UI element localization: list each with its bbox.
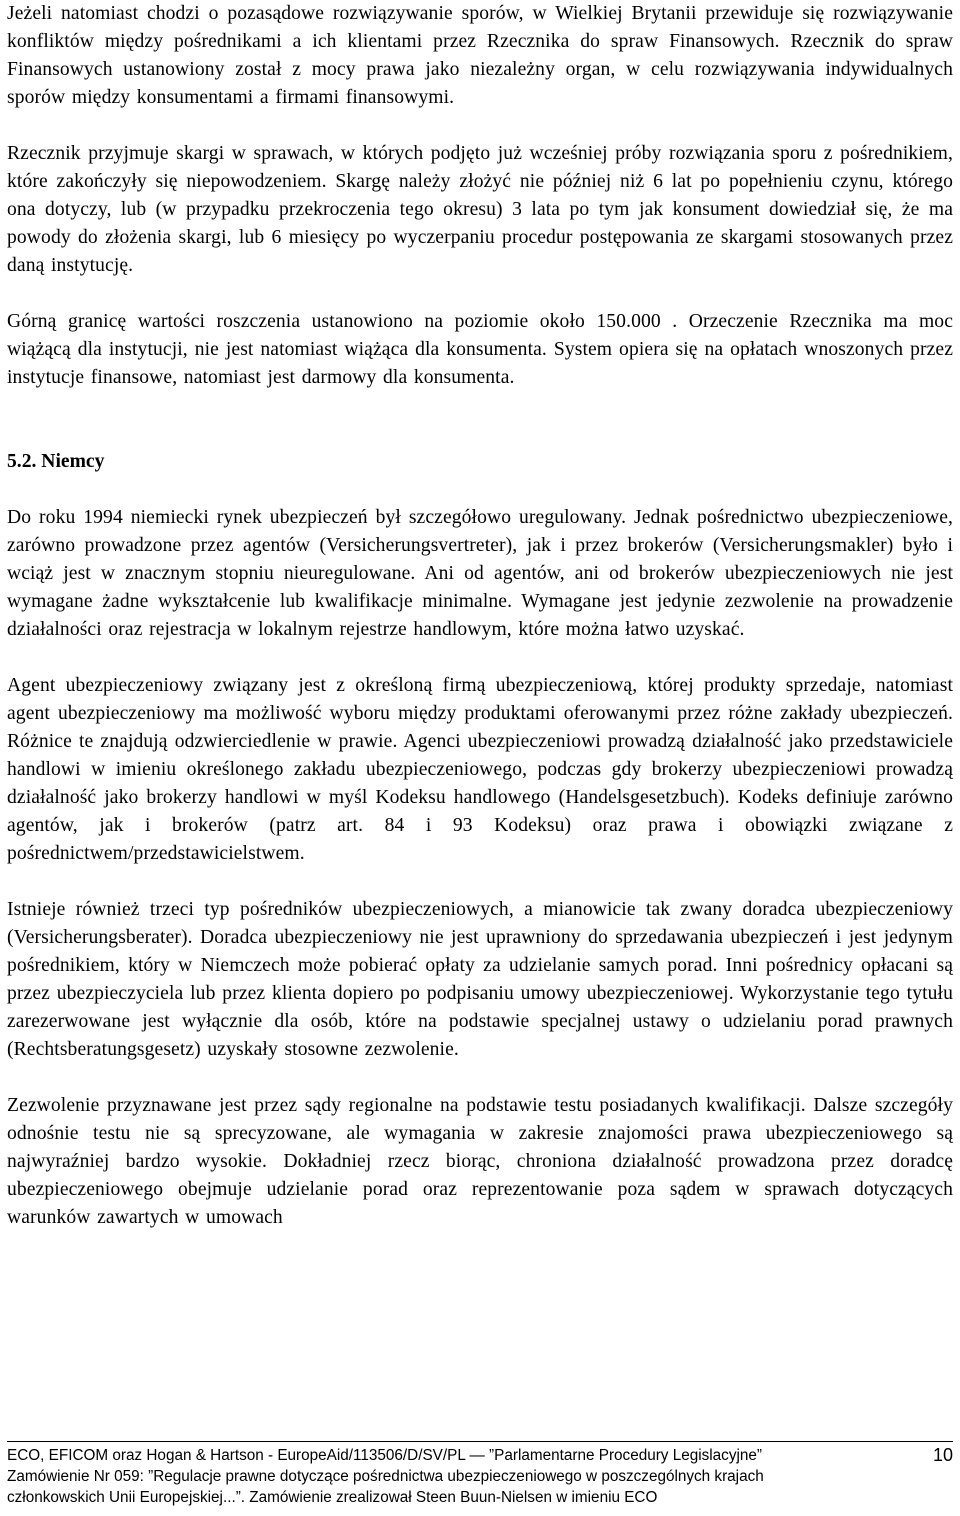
paragraph-german-market: Do roku 1994 niemiecki rynek ubezpieczeń był szczegółowo uregulowany. Jednak pośrednictwo ubezpieczeniowe, zarówno prowadzone przez agentów (Versicherungsvertreter), jak i przez brokerów (Versicherungsmakler) było i wciąż jest w znacznym stopniu nieuregulowane. Ani od agentów, ani od brokerów ubezpieczeniowych nie jest wymagane żadne wykształcenie lub kwalifikacje minimalne. Wymagane jest jedynie zezwolenie na prowadzenie działalności oraz rejestracja w lokalnym rejestrze handlowym, które można łatwo uzyskać. <box>7 507 953 640</box>
footer-divider <box>7 1441 953 1442</box>
paragraph-uk-ombudsman: Jeżeli natomiast chodzi o pozasądowe rozwiązywanie sporów, w Wielkiej Brytanii przewiduje się rozwiązywanie konfliktów między pośrednikami a ich klientami przez Rzecznika do spraw Finansowych. Rzecznik do spraw Finansowych ustanowiony został z mocy prawa jako niezależny organ, w celu rozwiązywania indywidualnych sporów między konsumentami a firmami finansowymi. <box>7 3 953 108</box>
footer-line-1: ECO, EFICOM oraz Hogan & Hartson - EuropeAid/113506/D/SV/PL — ”Parlamentarne Procedury Legislacyjne” <box>7 1447 762 1464</box>
page-number: 10 <box>932 1445 953 1465</box>
paragraph-permit: Zezwolenie przyznawane jest przez sądy regionalne na podstawie testu posiadanych kwalifikacji. Dalsze szczegóły odnośnie testu nie są sprecyzowane, ale wymagania w zakresie znajomości prawa ubezpieczeniowego są najwyraźniej bardzo wysokie. Dokładniej rzecz biorąc, chroniona działalność prowadzona przez doradcę ubezpieczeniowego obejmuje udzielanie porad oraz reprezentowanie poza sądem w sprawach dotyczących warunków zawartych w umowach <box>7 1095 953 1228</box>
footer-line-3: członkowskich Unii Europejskiej...”. Zamówienie zrealizował Steen Buun-Nielsen w imieniu ECO <box>7 1489 658 1506</box>
section-heading-germany: 5.2. Niemcy <box>7 451 105 472</box>
paragraph-insurance-advisor: Istnieje również trzeci typ pośredników ubezpieczeniowych, a mianowicie tak zwany doradca ubezpieczeniowy (Versicherungsberater). Doradca ubezpieczeniowy nie jest uprawniony do sprzedawania ubezpieczeń i jest jedynym pośrednikiem, który w Niemczech może pobierać opłaty za udzielanie samych porad. Inni pośrednicy opłacani są przez ubezpieczyciela lub przez klienta dopiero po podpisaniu umowy ubezpieczeniowej. Wykorzystanie tego tytułu zarezerwowane jest wyłącznie dla osób, które na podstawie specjalnej ustawy o udzielaniu porad prawnych (Rechtsberatungsgesetz) uzyskały stosowne zezwolenie. <box>7 899 953 1060</box>
paragraph-agents-brokers: Agent ubezpieczeniowy związany jest z określoną firmą ubezpieczeniową, której produkty sprzedaje, natomiast agent ubezpieczeniowy ma możliwość wyboru między produktami oferowanymi przez różne zakłady ubezpieczeń. Różnice te znajdują odzwierciedlenie w prawie. Agenci ubezpieczeniowi prowadzą działalność jako przedstawiciele handlowi w imieniu określonego zakładu ubezpieczeniowego, podczas gdy brokerzy ubezpieczeniowi prowadzą działalność jako brokerzy handlowi w myśl Kodeksu handlowego (Handelsgesetzbuch). Kodeks definiuje zarówno agentów, jak i brokerów (patrz art. 84 i 93 Kodeksu) oraz prawa i obowiązki związane z pośrednictwem/przedstawicielstwem. <box>7 675 953 864</box>
document-page <box>7 0 953 1232</box>
paragraph-complaints: Rzecznik przyjmuje skargi w sprawach, w których podjęto już wcześniej próby rozwiązania sporu z pośrednikiem, które zakończyły się niepowodzeniem. Skargę należy złożyć nie później niż 6 lat po popełnieniu czynu, którego ona dotyczy, lub (w przypadku przekroczenia tego okresu) 3 lata po tym jak konsument dowiedział się, że ma powody do złożenia skargi, lub 6 miesięcy po wyczerpaniu procedur postępowania ze skargami stosowanych przez daną instytucję. <box>7 143 953 276</box>
page-footer <box>7 1441 953 1508</box>
paragraph-claim-limit: Górną granicę wartości roszczenia ustanowiono na poziomie około 150.000 . Orzeczenie Rzecznika ma moc wiążącą dla instytucji, nie jest natomiast wiążąca dla konsumenta. System opiera się na opłatach wnoszonych przez instytucje finansowe, natomiast jest darmowy dla konsumenta. <box>7 311 953 388</box>
footer-line-2: Zamówienie Nr 059: ”Regulacje prawne dotyczące pośrednictwa ubezpieczeniowego w poszczególnych krajach <box>7 1468 764 1485</box>
